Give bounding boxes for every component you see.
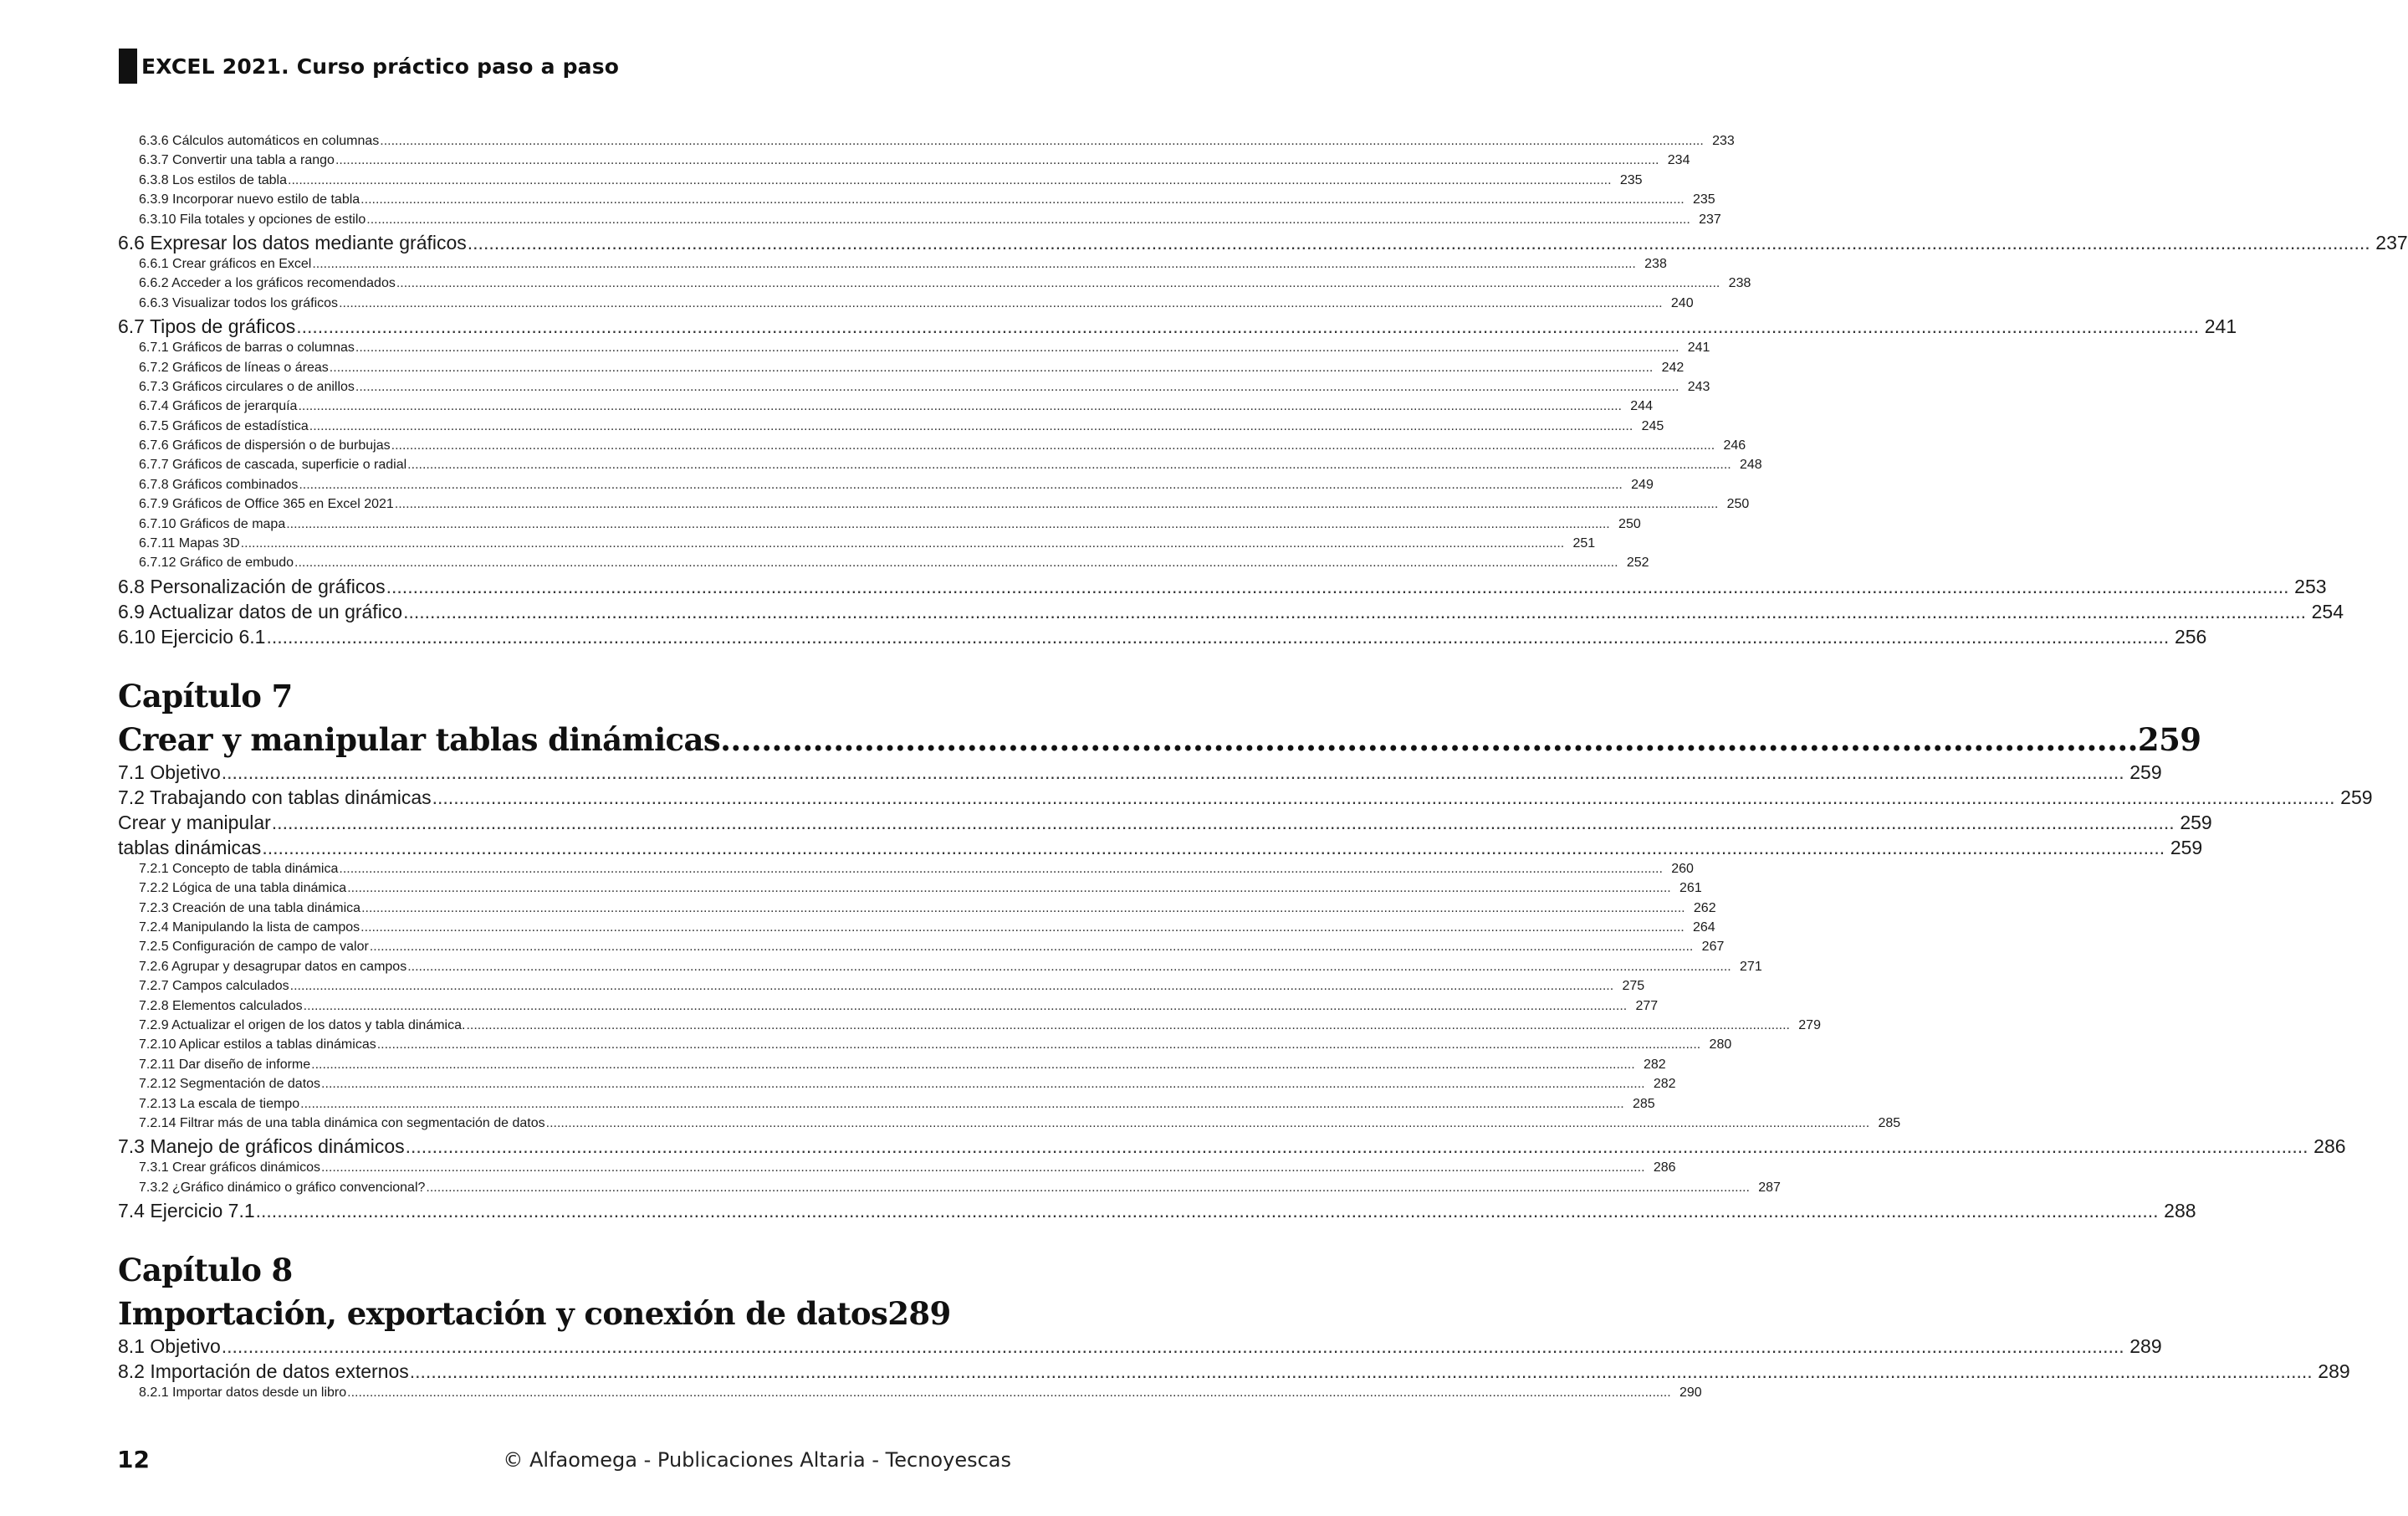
entry-title: 6.7.11 Mapas 3D — [139, 536, 240, 551]
entry-page-number: 238 — [1644, 256, 1667, 271]
leader-dots — [407, 458, 1731, 473]
entry-title: 6.3.6 Cálculos automáticos en columnas — [139, 134, 380, 148]
leader-dots — [294, 556, 1618, 571]
entry-page-number: 264 — [1693, 919, 1715, 935]
toc-subsection-entry[interactable] — [118, 861, 1694, 881]
entry-page-number: 260 — [1671, 861, 1694, 876]
toc-subsection-entry[interactable] — [118, 379, 1710, 399]
entry-title: 7.2.10 Aplicar estilos a tablas dinámicas — [139, 1037, 376, 1052]
toc-section-entry[interactable] — [118, 1360, 2350, 1385]
entry-title: 6.3.9 Incorporar nuevo estilo de tabla — [139, 192, 360, 207]
toc-subsection-entry[interactable] — [118, 276, 1751, 295]
entry-page-number: 271 — [1740, 959, 1762, 974]
toc-subsection-entry[interactable] — [118, 556, 1649, 575]
toc-subsection-entry[interactable] — [118, 1160, 1676, 1180]
leader-dots — [432, 786, 2335, 809]
toc-section-entry[interactable] — [118, 836, 2203, 862]
entry-page-number: 235 — [1693, 192, 1715, 207]
entry-page-number: 244 — [1630, 399, 1653, 414]
toc-block-chapter-6 — [118, 134, 2408, 651]
leader-dots — [720, 718, 2138, 761]
entry-page-number: 288 — [2164, 1200, 2196, 1222]
leader-dots — [339, 296, 1663, 311]
leader-dots — [380, 134, 1704, 149]
entry-page-number: 279 — [1798, 1017, 1821, 1032]
chapter-spacer — [118, 1225, 918, 1248]
leader-dots — [347, 881, 1671, 896]
entry-title: 7.2.8 Elementos calculados — [139, 998, 303, 1013]
entry-page-number: 285 — [1878, 1115, 1901, 1130]
toc-section-entry[interactable] — [118, 1135, 2346, 1160]
entry-page-number: 235 — [1619, 172, 1643, 187]
chapter-8-title: Importación, exportación y conexión de datos — [118, 1295, 888, 1333]
leader-dots — [339, 862, 1663, 877]
leader-dots — [262, 837, 2165, 859]
toc-subsection-entry[interactable] — [118, 458, 1762, 477]
entry-page-number: 245 — [1641, 418, 1664, 433]
leader-dots — [468, 232, 2370, 254]
chapter-spacer — [118, 651, 918, 674]
leader-dots — [311, 1058, 1635, 1073]
leader-dots — [366, 213, 1690, 228]
entry-title: 6.3.10 Fila totales y opciones de estilo — [139, 212, 366, 227]
toc-subsection-entry[interactable] — [118, 497, 1750, 516]
toc-subsection-entry[interactable] — [118, 172, 1643, 192]
toc-subsection-entry[interactable] — [118, 959, 1762, 979]
chapter-7-heading[interactable] — [118, 718, 2201, 761]
toc-subsection-entry[interactable] — [118, 1037, 1732, 1057]
leader-dots — [300, 1097, 1624, 1112]
entry-title: 6.6 Expresar los datos mediante gráficos — [118, 231, 467, 254]
entry-title: 7.2.11 Dar diseño de informe — [139, 1057, 311, 1072]
entry-page-number: 241 — [1687, 341, 1710, 356]
toc-subsection-entry[interactable] — [118, 919, 1715, 940]
entry-title: tablas dinámicas — [118, 836, 262, 858]
entry-page-number: 285 — [1632, 1096, 1655, 1111]
toc-subsection-entry[interactable] — [118, 998, 1659, 1018]
leader-dots — [391, 438, 1715, 453]
entry-title: 7.2.3 Creación de una tabla dinámica — [139, 900, 361, 915]
chapter-7-title: Crear y manipular tablas dinámicas — [118, 720, 721, 758]
entry-title: 7.2.14 Filtrar más de una tabla dinámica con segmentación de datos — [139, 1115, 545, 1130]
entry-page-number: 234 — [1667, 153, 1690, 168]
toc-subsection-entry[interactable] — [118, 192, 1715, 212]
leader-dots — [360, 192, 1685, 207]
entry-page-number: 290 — [1679, 1385, 1702, 1401]
leader-dots — [361, 901, 1685, 916]
leader-dots — [321, 1160, 1645, 1175]
entry-page-number: 259 — [2129, 761, 2162, 783]
toc-section-entry[interactable] — [118, 315, 2237, 341]
toc-subsection-entry[interactable] — [118, 1077, 1676, 1096]
entry-page-number: 240 — [1670, 295, 1694, 310]
toc-subsection-entry[interactable] — [118, 1057, 1666, 1077]
entry-title: 6.7 Tipos de gráficos — [118, 315, 296, 338]
entry-page-number: 259 — [2170, 836, 2203, 858]
entry-page-number: 248 — [1740, 458, 1762, 473]
leader-dots — [377, 1037, 1701, 1052]
entry-title: 6.6.1 Crear gráficos en Excel — [139, 256, 312, 271]
toc-subsection-entry[interactable] — [118, 1385, 1702, 1405]
toc-subsection-entry[interactable] — [118, 360, 1685, 380]
entry-page-number: 254 — [2311, 600, 2344, 622]
entry-page-number: 256 — [2174, 625, 2207, 648]
entry-title: 7.1 Objetivo — [118, 761, 221, 783]
toc-subsection-entry[interactable] — [118, 295, 1694, 315]
entry-title: 6.10 Ejercicio 6.1 — [118, 625, 266, 648]
entry-title: 6.6.3 Visualizar todos los gráficos — [139, 295, 339, 310]
entry-page-number: 262 — [1693, 900, 1716, 915]
leader-dots — [335, 153, 1659, 168]
entry-page-number: 233 — [1712, 134, 1735, 148]
toc-section-entry[interactable] — [118, 761, 2162, 786]
entry-title: 7.2.4 Manipulando la lista de campos — [139, 919, 360, 935]
leader-dots — [426, 1181, 1750, 1196]
publisher-credit: © Alfaomega - Publicaciones Altaria - Tecnoyescas — [503, 1448, 1011, 1472]
entry-title: 7.3 Manejo de gráficos dinámicos — [118, 1135, 405, 1158]
entry-title: 7.2.12 Segmentación de datos — [139, 1077, 321, 1092]
leader-dots — [386, 576, 2289, 598]
leader-dots — [466, 1018, 1790, 1033]
entry-title: Crear y manipular — [118, 811, 271, 833]
leader-dots — [304, 999, 1628, 1014]
leader-dots — [222, 761, 2124, 784]
leader-dots — [309, 419, 1633, 434]
leader-dots — [286, 517, 1610, 532]
entry-title: 6.7.6 Gráficos de dispersión o de burbujas — [139, 438, 391, 453]
entry-page-number: 280 — [1709, 1037, 1732, 1052]
entry-title: 7.2.1 Concepto de tabla dinámica — [139, 861, 339, 876]
toc-subsection-entry[interactable] — [118, 900, 1716, 920]
leader-dots — [312, 257, 1636, 272]
header-marker-bar — [119, 49, 137, 84]
entry-page-number: 243 — [1687, 379, 1710, 394]
entry-page-number: 241 — [2204, 315, 2237, 338]
running-header — [119, 49, 704, 84]
leader-dots — [222, 1335, 2124, 1358]
entry-page-number: 237 — [1699, 212, 1721, 227]
entry-page-number: 275 — [1622, 979, 1645, 994]
toc-subsection-entry[interactable] — [118, 134, 1735, 153]
toc-subsection-entry[interactable] — [118, 881, 1702, 900]
leader-dots — [288, 173, 1612, 188]
toc-section-entry[interactable] — [118, 625, 2207, 651]
leader-dots — [272, 812, 2175, 834]
toc-block-chapter-7 — [118, 761, 2373, 1225]
entry-page-number: 250 — [1618, 516, 1641, 531]
leader-dots — [546, 1116, 1870, 1131]
book-title: EXCEL 2021. Curso práctico paso a paso — [141, 54, 620, 79]
toc-subsection-entry[interactable] — [118, 536, 1596, 556]
entry-title: 7.2.5 Configuración de campo de valor — [139, 940, 369, 955]
leader-dots — [396, 276, 1720, 291]
entry-page-number: 250 — [1726, 497, 1750, 512]
leader-dots — [355, 341, 1679, 356]
entry-title: 8.2.1 Importar datos desde un libro — [139, 1385, 347, 1401]
entry-page-number: 259 — [2340, 786, 2373, 808]
entry-title: 6.9 Actualizar datos de un gráfico — [118, 600, 403, 622]
entry-title: 6.8 Personalización de gráficos — [118, 575, 386, 597]
leader-dots — [355, 380, 1679, 395]
leader-dots — [299, 478, 1623, 493]
entry-title: 7.2.9 Actualizar el origen de los datos y tabla dinámica. — [139, 1017, 466, 1032]
entry-page-number: 238 — [1728, 276, 1751, 291]
leader-dots — [266, 626, 2169, 648]
entry-page-number: 267 — [1701, 940, 1725, 955]
entry-page-number: 246 — [1723, 438, 1746, 453]
entry-page-number: 287 — [1758, 1180, 1781, 1195]
toc-subsection-entry[interactable] — [118, 153, 1690, 172]
page-number: 12 — [117, 1446, 150, 1473]
leader-dots — [407, 960, 1731, 975]
entry-title: 6.7.8 Gráficos combinados — [139, 477, 299, 492]
entry-title: 8.2 Importación de datos externos — [118, 1360, 409, 1383]
chapter-8-number: Capítulo 8 — [118, 1252, 293, 1289]
chapter-7-number: Capítulo 7 — [118, 677, 293, 714]
entry-page-number: 253 — [2294, 575, 2327, 597]
entry-title: 6.7.1 Gráficos de barras o columnas — [139, 341, 355, 356]
toc-subsection-entry[interactable] — [118, 1017, 1821, 1037]
leader-dots — [290, 979, 1614, 994]
leader-dots — [410, 1360, 2313, 1383]
toc-subsection-entry[interactable] — [118, 212, 1721, 232]
toc-subsection-entry[interactable] — [118, 438, 1746, 458]
toc-section-entry[interactable] — [118, 231, 2408, 257]
entry-title: 6.7.2 Gráficos de líneas o áreas — [139, 360, 329, 375]
toc-section-entry[interactable] — [118, 786, 2373, 812]
leader-dots — [395, 497, 1719, 512]
table-of-contents — [118, 134, 2408, 1405]
leader-dots — [321, 1077, 1645, 1092]
leader-dots — [360, 920, 1685, 935]
entry-page-number: 237 — [2375, 231, 2408, 254]
entry-page-number: 282 — [1643, 1057, 1666, 1072]
leader-dots — [403, 601, 2306, 623]
entry-page-number: 286 — [1653, 1160, 1676, 1175]
toc-subsection-entry[interactable] — [118, 1180, 1781, 1200]
entry-title: 6.7.4 Gráficos de jerarquía — [139, 399, 298, 414]
entry-title: 6.3.8 Los estilos de tabla — [139, 172, 288, 187]
toc-subsection-entry[interactable] — [118, 1096, 1655, 1116]
entry-page-number: 282 — [1653, 1077, 1676, 1092]
entry-page-number: 261 — [1679, 881, 1702, 896]
entry-title: 6.7.7 Gráficos de cascada, superficie o radial — [139, 458, 407, 473]
leader-dots — [256, 1200, 2159, 1222]
toc-subsection-entry[interactable] — [118, 1115, 1901, 1135]
entry-title: 6.7.9 Gráficos de Office 365 en Excel 2021 — [139, 497, 394, 512]
entry-title: 7.2.2 Lógica de una tabla dinámica — [139, 881, 347, 896]
toc-subsection-entry[interactable] — [118, 399, 1653, 418]
entry-title: 7.4 Ejercicio 7.1 — [118, 1200, 255, 1222]
entry-title: 6.7.12 Gráfico de embudo — [139, 556, 294, 571]
entry-page-number: 259 — [2180, 811, 2212, 833]
entry-page-number: 249 — [1631, 477, 1654, 492]
leader-dots — [296, 315, 2199, 338]
toc-section-entry[interactable] — [118, 575, 2327, 601]
toc-subsection-entry[interactable] — [118, 940, 1725, 959]
entry-title: 6.7.3 Gráficos circulares o de anillos — [139, 379, 355, 394]
toc-subsection-entry[interactable] — [118, 516, 1641, 536]
entry-title: 8.1 Objetivo — [118, 1335, 221, 1358]
entry-title: 7.2 Trabajando con tablas dinámicas — [118, 786, 432, 808]
toc-subsection-entry[interactable] — [118, 477, 1654, 497]
entry-page-number: 251 — [1572, 536, 1596, 551]
entry-title: 7.3.1 Crear gráficos dinámicos — [139, 1160, 320, 1175]
toc-subsection-entry[interactable] — [118, 256, 1667, 276]
leader-dots — [241, 536, 1565, 551]
toc-section-entry[interactable] — [118, 600, 2344, 626]
entry-title: 7.3.2 ¿Gráfico dinámico o gráfico convencional? — [139, 1180, 426, 1195]
leader-dots — [330, 361, 1654, 376]
chapter-7-page: 259 — [2137, 720, 2201, 758]
entry-title: 6.7.5 Gráficos de estadística — [139, 418, 309, 433]
leader-dots — [347, 1385, 1671, 1401]
toc-subsection-entry[interactable] — [118, 979, 1645, 998]
leader-dots — [298, 399, 1622, 414]
entry-page-number: 277 — [1635, 998, 1659, 1013]
chapter-8-page: 289 — [887, 1295, 951, 1333]
toc-section-entry[interactable] — [118, 1200, 2196, 1225]
entry-title: 6.6.2 Acceder a los gráficos recomendados — [139, 276, 396, 291]
entry-page-number: 252 — [1626, 556, 1649, 571]
entry-title: 6.7.10 Gráficos de mapa — [139, 516, 286, 531]
entry-page-number: 286 — [2313, 1135, 2346, 1158]
toc-block-chapter-8 — [118, 1335, 2350, 1405]
entry-title: 6.3.7 Convertir una tabla a rango — [139, 153, 335, 168]
chapter-8-heading[interactable] — [118, 1292, 951, 1335]
entry-page-number: 289 — [2129, 1335, 2162, 1358]
entry-title: 7.2.7 Campos calculados — [139, 979, 289, 994]
entry-page-number: 289 — [2318, 1360, 2350, 1383]
toc-subsection-entry[interactable] — [118, 341, 1710, 360]
leader-dots — [370, 940, 1694, 955]
toc-section-entry[interactable] — [118, 811, 2212, 837]
leader-dots — [406, 1135, 2308, 1158]
toc-subsection-entry[interactable] — [118, 418, 1664, 438]
toc-section-entry[interactable] — [118, 1335, 2162, 1360]
entry-title: 7.2.6 Agrupar y desagrupar datos en campos — [139, 959, 407, 974]
entry-title: 7.2.13 La escala de tiempo — [139, 1096, 300, 1111]
entry-page-number: 242 — [1661, 360, 1685, 375]
